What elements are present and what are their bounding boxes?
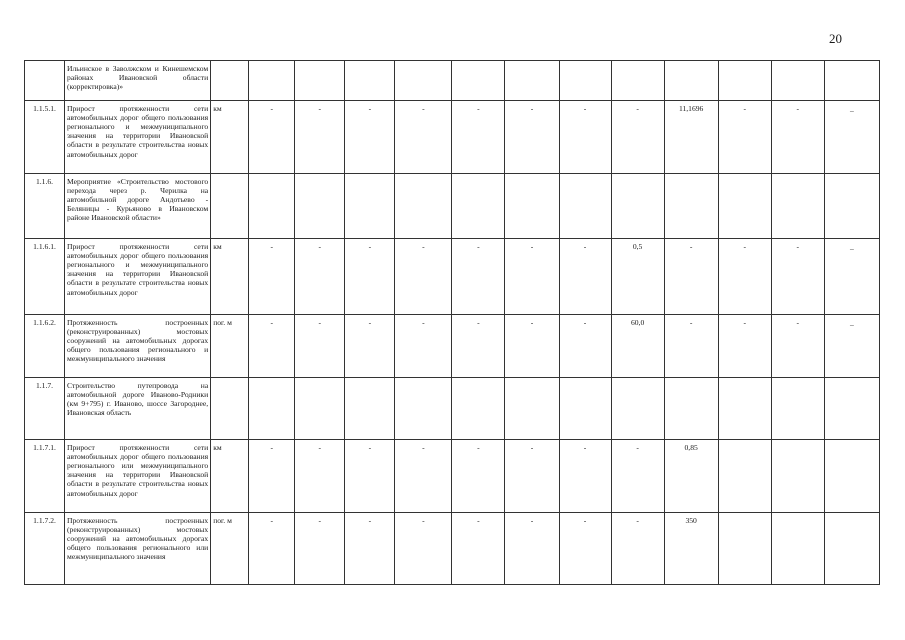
table-row <box>25 378 880 440</box>
indicator-name-cell: Протяженность построенных (реконструированных) мостовых сооружений на автомобильных дорогах общего пользования регионального или межмуниципального значения <box>65 513 211 585</box>
value-cell <box>824 378 879 440</box>
value-cell: - <box>505 315 559 378</box>
value-cell: - <box>611 513 664 585</box>
value-cell: - <box>295 101 345 174</box>
value-cell: - <box>664 315 718 378</box>
indicator-name-cell: Протяженность построенных (реконструированных) мостовых сооружений на автомобильных дорогах общего пользования регионального и межмуниципального значения <box>65 315 211 378</box>
table-row <box>25 315 880 378</box>
value-cell <box>559 378 611 440</box>
value-cell: - <box>771 101 824 174</box>
value-cell <box>824 440 879 513</box>
unit-cell <box>211 61 249 101</box>
indicator-name-cell: Прирост протяженности сети автомобильных дорог общего пользования регионального или межмуниципального значения на территории Ивановской области в результате строительства новых автомобильных дорог <box>65 440 211 513</box>
unit-cell: пог. м <box>211 513 249 585</box>
value-cell <box>611 61 664 101</box>
row-number-cell: 1.1.7.1. <box>25 440 65 513</box>
value-cell: - <box>295 239 345 315</box>
table-row <box>25 61 880 101</box>
value-cell: - <box>452 513 505 585</box>
value-cell <box>824 61 879 101</box>
value-cell: - <box>559 239 611 315</box>
value-cell: - <box>249 315 295 378</box>
value-cell <box>249 61 295 101</box>
value-cell: - <box>505 513 559 585</box>
value-cell <box>295 61 345 101</box>
value-cell <box>295 378 345 440</box>
unit-cell: км <box>211 440 249 513</box>
table-row <box>25 174 880 239</box>
value-cell: - <box>559 513 611 585</box>
value-cell: - <box>718 101 771 174</box>
value-cell <box>718 378 771 440</box>
unit-cell: пог. м <box>211 315 249 378</box>
row-number-cell: 1.1.6. <box>25 174 65 239</box>
row-number-cell: 1.1.7. <box>25 378 65 440</box>
value-cell <box>452 174 505 239</box>
value-cell: - <box>249 513 295 585</box>
value-cell <box>718 513 771 585</box>
value-cell: - <box>452 239 505 315</box>
value-cell <box>664 174 718 239</box>
value-cell: - <box>559 315 611 378</box>
value-cell: _ <box>824 101 879 174</box>
value-cell <box>395 174 452 239</box>
value-cell <box>771 378 824 440</box>
value-cell <box>718 440 771 513</box>
value-cell: - <box>718 239 771 315</box>
unit-cell: км <box>211 239 249 315</box>
value-cell: - <box>771 239 824 315</box>
value-cell <box>611 174 664 239</box>
value-cell: - <box>559 101 611 174</box>
value-cell: 0,85 <box>664 440 718 513</box>
value-cell: 350 <box>664 513 718 585</box>
value-cell <box>505 378 559 440</box>
value-cell: - <box>452 101 505 174</box>
value-cell: 11,1696 <box>664 101 718 174</box>
value-cell: - <box>345 315 395 378</box>
value-cell: - <box>395 513 452 585</box>
row-number-cell: 1.1.6.2. <box>25 315 65 378</box>
indicator-name-cell: Прирост протяженности сети автомобильных дорог общего пользования регионального и межмуниципального значения на территории Ивановской области в результате строительства новых автомобильных дорог <box>65 239 211 315</box>
value-cell: _ <box>824 315 879 378</box>
table-row <box>25 239 880 315</box>
unit-cell <box>211 174 249 239</box>
row-number-cell: 1.1.7.2. <box>25 513 65 585</box>
value-cell <box>824 174 879 239</box>
value-cell: - <box>718 315 771 378</box>
value-cell <box>664 378 718 440</box>
value-cell: - <box>452 440 505 513</box>
value-cell: 60,0 <box>611 315 664 378</box>
value-cell <box>505 174 559 239</box>
value-cell: - <box>249 239 295 315</box>
value-cell <box>452 378 505 440</box>
value-cell: - <box>611 440 664 513</box>
value-cell: - <box>249 440 295 513</box>
value-cell: - <box>345 513 395 585</box>
value-cell: - <box>345 101 395 174</box>
row-number-cell: 1.1.6.1. <box>25 239 65 315</box>
unit-cell: км <box>211 101 249 174</box>
value-cell <box>611 378 664 440</box>
value-cell <box>824 513 879 585</box>
value-cell <box>395 378 452 440</box>
value-cell <box>771 440 824 513</box>
indicator-name-cell: Прирост протяженности сети автомобильных дорог общего пользования регионального и межмуниципального значения на территории Ивановской области в результате строительства новых автомобильных дорог <box>65 101 211 174</box>
value-cell: - <box>395 440 452 513</box>
value-cell <box>395 61 452 101</box>
value-cell <box>718 174 771 239</box>
value-cell <box>559 61 611 101</box>
value-cell <box>345 61 395 101</box>
row-number-cell: 1.1.5.1. <box>25 101 65 174</box>
value-cell: - <box>395 239 452 315</box>
indicator-name-cell: Ильинское в Заволжском и Кинешемском районах Ивановской области (корректировка)» <box>65 61 211 101</box>
value-cell <box>249 174 295 239</box>
table-row <box>25 101 880 174</box>
value-cell: - <box>559 440 611 513</box>
value-cell: - <box>771 315 824 378</box>
value-cell <box>771 513 824 585</box>
page-number: 20 <box>829 31 842 46</box>
value-cell: - <box>249 101 295 174</box>
value-cell: - <box>611 101 664 174</box>
value-cell: _ <box>824 239 879 315</box>
value-cell: - <box>395 101 452 174</box>
indicator-name-cell: Строительство путепровода на автомобильной дороге Иваново-Родники (км 9+795) г. Иваново, шоссе Загороднее, Ивановская область <box>65 378 211 440</box>
value-cell: - <box>664 239 718 315</box>
value-cell: - <box>395 315 452 378</box>
value-cell: - <box>345 440 395 513</box>
value-cell <box>345 174 395 239</box>
value-cell: - <box>295 440 345 513</box>
value-cell: - <box>505 101 559 174</box>
value-cell <box>771 174 824 239</box>
value-cell <box>559 174 611 239</box>
value-cell <box>249 378 295 440</box>
value-cell: - <box>345 239 395 315</box>
value-cell <box>505 61 559 101</box>
table-row <box>25 440 880 513</box>
value-cell: - <box>452 315 505 378</box>
value-cell: - <box>295 315 345 378</box>
value-cell: - <box>505 239 559 315</box>
indicator-name-cell: Мероприятие «Строительство мостового перехода через р. Черилка на автомобильной дороге Андотьево - Беляницы - Курьяново в Ивановском районе Ивановской области» <box>65 174 211 239</box>
row-number-cell <box>25 61 65 101</box>
value-cell <box>452 61 505 101</box>
indicators-table <box>24 60 880 585</box>
value-cell: - <box>505 440 559 513</box>
value-cell <box>345 378 395 440</box>
table-row <box>25 513 880 585</box>
unit-cell <box>211 378 249 440</box>
value-cell <box>718 61 771 101</box>
value-cell <box>664 61 718 101</box>
value-cell: 0,5 <box>611 239 664 315</box>
value-cell <box>295 174 345 239</box>
value-cell <box>771 61 824 101</box>
value-cell: - <box>295 513 345 585</box>
